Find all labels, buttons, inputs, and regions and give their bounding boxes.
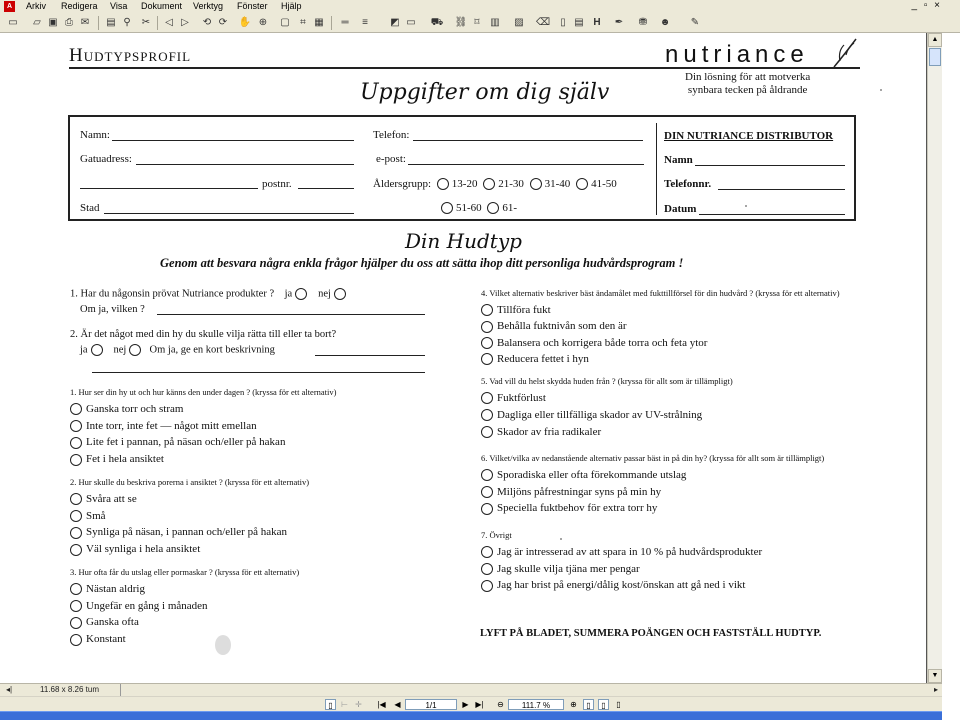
q1-option[interactable]	[70, 420, 337, 437]
q5-option-label: Skador av fria radikaler	[497, 425, 602, 438]
scan-speck	[880, 89, 882, 91]
continuous-layout-icon[interactable]: ▯	[598, 699, 609, 710]
q3-option-label: Nästan aldrig	[86, 583, 145, 595]
continuous-icon[interactable]: ≡	[362, 17, 368, 28]
q5-option-label: Fuktförlust	[497, 392, 546, 404]
q4-option[interactable]	[481, 320, 840, 336]
intro-text: Genom att besvara några enkla frågor hjälper du oss att sätta ihop ditt personliga hudvårdsprogram !	[160, 256, 684, 270]
q2-radio[interactable]	[70, 493, 82, 505]
q3-option[interactable]	[70, 633, 299, 650]
rotate-icon[interactable]: ⟲	[202, 17, 212, 28]
email-label: e-post:	[376, 153, 406, 165]
scroll-left-icon[interactable]: ◂|	[6, 685, 13, 694]
q5-radio[interactable]	[481, 409, 493, 421]
menu-hjalp[interactable]: Hjälp	[281, 1, 302, 11]
navigation-bar	[0, 696, 942, 711]
scan-speck	[560, 538, 562, 540]
question-4	[481, 288, 840, 369]
question-5	[481, 376, 733, 443]
font-button[interactable]: H	[593, 17, 601, 28]
age-radio[interactable]	[576, 178, 588, 190]
column-select-icon[interactable]: ⌗	[300, 17, 306, 28]
q2-option-label: Väl synliga i hela ansiktet	[86, 543, 201, 556]
q4-title: 4. Vilket alternativ beskriver bäst ändamålet med fukttillförsel för din hudvård ? (kryssa för ett alternativ)	[481, 288, 840, 298]
no-radio[interactable]	[129, 344, 141, 356]
q7-option-label: Jag skulle vilja tjäna mer pengar	[497, 562, 640, 575]
yes-label: ja	[284, 288, 293, 300]
scroll-right-icon[interactable]: ▸	[933, 685, 938, 694]
hand-icon[interactable]: ✋	[238, 17, 252, 28]
q3-radio[interactable]	[70, 617, 82, 629]
age-radio[interactable]	[530, 178, 542, 190]
question-b-desc: Om ja, ge en kort beskrivning	[149, 344, 275, 356]
forward-icon[interactable]: ▷	[181, 17, 189, 28]
next-page-icon[interactable]: ▶	[462, 700, 469, 709]
rotate-right-icon[interactable]: ⟳	[218, 17, 228, 28]
page-number-field[interactable]: 1/1	[405, 699, 457, 710]
vertical-scrollbar[interactable]	[927, 33, 942, 683]
q3-option[interactable]	[70, 600, 299, 617]
footer-instruction: LYFT PÅ BLADET, SUMMERA POÄNGEN OCH FASTSTÄLL HUDTYP.	[480, 628, 822, 639]
toolbar	[0, 13, 960, 33]
no-label: nej	[318, 288, 331, 300]
page-title: Hudtypsprofil	[69, 45, 192, 66]
postal-label: postnr.	[262, 178, 292, 190]
q1-option-label: Inte torr, inte fet — något mitt emellan	[86, 419, 257, 432]
q1-radio[interactable]	[70, 420, 82, 432]
q6-title: 6. Vilket/vilka av nedanstående alternativ passar bäst in på din hy? (kryssa för allt som är tillämpligt)	[481, 453, 825, 463]
q5-radio[interactable]	[481, 392, 493, 404]
address-label: Gatuadress:	[80, 153, 132, 165]
yes-label: ja	[80, 344, 88, 356]
car-icon[interactable]: ⛟	[430, 17, 444, 28]
q4-option[interactable]	[481, 337, 840, 353]
email-icon[interactable]: ✉	[80, 17, 90, 28]
box-divider	[656, 123, 657, 215]
tools-icon[interactable]: ✂	[141, 17, 151, 28]
q1-option[interactable]	[70, 453, 337, 470]
q6-radio[interactable]	[481, 486, 493, 498]
q6-option-label: Sporadiska eller ofta förekommande utslag	[497, 469, 687, 481]
q2-radio[interactable]	[70, 510, 82, 522]
page-size-label: 11.68 x 8.26 tum	[40, 685, 99, 694]
q7-option-label: Jag har brist på energi/dålig kost/önskan att gå ned i vikt	[497, 579, 746, 592]
q6-option[interactable]	[481, 486, 824, 503]
q2-title: 2. Hur skulle du beskriva porerna i ansiktet ? (kryssa för ett alternativ)	[70, 477, 310, 487]
question-a-which: Om ja, vilken ?	[80, 304, 145, 315]
question-a-text: 1. Har du någonsin prövat Nutriance produkter ?	[70, 288, 275, 300]
age-option: 51-60	[456, 202, 482, 214]
q1-option[interactable]	[70, 403, 337, 420]
snapshot-icon[interactable]: ▦	[314, 17, 324, 28]
age-option: 31-40	[544, 178, 571, 190]
toolbar-separator	[98, 16, 99, 30]
name-label: Namn:	[80, 129, 110, 141]
q1-option-label: Lite fet i pannan, på näsan och/eller på hakan	[86, 436, 286, 449]
q2-option[interactable]	[70, 493, 309, 510]
q3-option[interactable]	[70, 616, 299, 633]
city-label: Stad	[80, 202, 100, 214]
q6-option-label: Miljöns påfrestningar syns på min hy	[497, 485, 662, 498]
q7-title: 7. Övrigt	[481, 530, 512, 540]
first-page-icon[interactable]: |◀	[377, 700, 386, 709]
question-b-text: 2. Är det något med din hy du skulle vilja rätta till eller ta bort?	[70, 329, 337, 340]
scroll-down-icon[interactable]: ▼	[928, 669, 942, 683]
q7-option[interactable]	[481, 546, 762, 563]
scroll-up-icon[interactable]: ▲	[928, 33, 942, 47]
q5-radio[interactable]	[481, 426, 493, 438]
q2-radio[interactable]	[70, 527, 82, 539]
select-icon[interactable]: ▢	[280, 17, 290, 28]
previous-page-icon[interactable]: ◀	[394, 700, 401, 709]
picture-icon[interactable]: ▨	[514, 17, 524, 28]
distributor-heading: DIN NUTRIANCE DISTRIBUTOR	[664, 130, 834, 142]
question-6	[481, 453, 824, 519]
distributor-phone-label: Telefonnr.	[664, 178, 712, 190]
q5-option-label: Dagliga eller tillfälliga skador av UV-strålning	[497, 408, 703, 421]
q6-option[interactable]	[481, 502, 824, 519]
back-icon[interactable]: ◁	[165, 17, 173, 28]
tagline	[685, 71, 810, 97]
q1-radio[interactable]	[70, 454, 82, 466]
question-1	[70, 387, 337, 470]
q7-option[interactable]	[481, 563, 762, 580]
q3-radio[interactable]	[70, 600, 82, 612]
scan-smudge	[215, 635, 231, 655]
fit-page-icon[interactable]: ✛	[355, 700, 362, 709]
q5-title: 5. Vad vill du helst skydda huden från ? (kryssa för allt som är tillämpligt)	[481, 376, 733, 386]
q4-option-label: Behålla fuktnivån som den är	[497, 320, 627, 333]
age-option: 61-	[502, 202, 518, 214]
question-b-answers	[80, 344, 275, 356]
q2-radio[interactable]	[70, 544, 82, 556]
leaf-logo-icon	[830, 37, 860, 69]
menu-redigera[interactable]: Redigera	[61, 1, 98, 11]
question-2	[70, 477, 309, 560]
no-label: nej	[113, 344, 127, 356]
highlight-icon[interactable]: ✎	[690, 17, 700, 28]
link-icon[interactable]: ⛓	[454, 17, 468, 28]
q2-option-label: Svåra att se	[86, 493, 137, 505]
age-radio[interactable]	[437, 178, 449, 190]
single-page-view-icon[interactable]: ▯	[325, 699, 336, 710]
save-icon[interactable]: ▣	[48, 17, 58, 28]
q7-option[interactable]	[481, 579, 762, 596]
q7-radio[interactable]	[481, 563, 493, 575]
pages-panel-icon[interactable]: ▤	[106, 17, 116, 28]
agegroup-row	[373, 178, 617, 190]
q5-option[interactable]	[481, 392, 733, 409]
q7-radio[interactable]	[481, 580, 493, 592]
age-option: 13-20	[451, 178, 478, 190]
q6-option[interactable]	[481, 469, 824, 486]
q2-option[interactable]	[70, 543, 309, 560]
window-edge	[942, 33, 960, 720]
q3-title: 3. Hur ofta får du utslag eller pormaskar ? (kryssa för ett alternativ)	[70, 567, 300, 577]
single-page-layout-icon[interactable]: ▯	[583, 699, 594, 710]
menu-dokument[interactable]: Dokument	[141, 1, 183, 11]
q2-option-label: Synliga på näsan, i pannan och/eller på hakan	[86, 526, 287, 539]
menu-visa[interactable]: Visa	[110, 1, 128, 11]
toolbar-separator	[157, 16, 158, 30]
q1-option-label: Fet i hela ansiktet	[86, 453, 164, 466]
q4-option-label: Balansera och korrigera både torra och feta ytor	[497, 336, 708, 349]
comment-icon[interactable]: ◩	[390, 17, 400, 28]
eraser-icon[interactable]: ⌫	[536, 17, 551, 28]
q7-option-label: Jag är intresserad av att spara in 10 % på hudvårdsprodukter	[497, 546, 763, 558]
pen-icon[interactable]: ✒	[614, 17, 624, 28]
scan-speck	[745, 205, 747, 207]
q2-option-label: Små	[86, 509, 106, 522]
agegroup-label: Åldersgrupp:	[373, 178, 432, 190]
q4-option-label: Reducera fettet i hyn	[497, 352, 589, 365]
taskbar	[0, 711, 942, 720]
form-field-icon[interactable]: ▭	[406, 17, 416, 28]
q1-radio[interactable]	[70, 403, 82, 415]
q6-radio[interactable]	[481, 503, 493, 515]
q4-option[interactable]	[481, 304, 840, 320]
text-field-icon[interactable]: ▯	[560, 17, 566, 28]
agegroup-row-2	[438, 202, 517, 214]
crop-icon[interactable]: ⌑	[474, 17, 480, 28]
yes-radio[interactable]	[295, 288, 307, 300]
brand-logo: nutriance	[665, 41, 809, 68]
q3-option[interactable]	[70, 583, 299, 600]
user-icon[interactable]: ☻	[659, 17, 671, 28]
toolbar-separator	[331, 16, 332, 30]
document-area	[0, 33, 942, 683]
q6-radio[interactable]	[481, 469, 493, 481]
age-radio[interactable]	[441, 202, 453, 214]
no-radio[interactable]	[334, 288, 346, 300]
new-icon[interactable]: ▭	[8, 17, 18, 28]
single-page-icon[interactable]: ═	[341, 17, 349, 28]
menu-verktyg[interactable]: Verktyg	[193, 1, 224, 11]
menu-arkiv[interactable]: Arkiv	[26, 1, 46, 11]
section-title-skintype: Din Hudtyp	[405, 229, 522, 253]
menu-fonster[interactable]: Fönster	[237, 1, 268, 11]
facing-layout-icon[interactable]: ▯	[616, 700, 621, 709]
q3-option-label: Ungefär en gång i månaden	[86, 599, 208, 612]
yes-radio[interactable]	[91, 344, 103, 356]
q5-option[interactable]	[481, 426, 733, 443]
open-icon[interactable]: ▱	[33, 17, 41, 28]
section-title-personal: Uppgifter om dig själv	[360, 80, 610, 105]
horizontal-scrollbar[interactable]	[0, 683, 942, 696]
q3-radio[interactable]	[70, 583, 82, 595]
list-icon[interactable]: ▤	[574, 17, 584, 28]
q3-option-label: Ganska ofta	[86, 616, 139, 629]
search-icon[interactable]: ⚲	[123, 17, 131, 28]
q2-option[interactable]	[70, 526, 309, 543]
fit-width-icon[interactable]: ⊢	[341, 700, 348, 709]
tagline-line1: Din lösning för att motverka	[685, 71, 811, 83]
last-page-icon[interactable]: ▶|	[475, 700, 484, 709]
window-controls[interactable]: _ ▫ ×	[911, 0, 942, 11]
q1-title: 1. Hur ser din hy ut och hur känns den under dagen ? (kryssa för ett alternativ)	[70, 387, 337, 397]
q5-option[interactable]	[481, 409, 733, 426]
menubar	[0, 0, 960, 13]
age-radio[interactable]	[483, 178, 495, 190]
q1-option[interactable]	[70, 436, 337, 453]
q6-option-label: Speciella fuktbehov för extra torr hy	[497, 502, 658, 515]
age-radio[interactable]	[487, 202, 499, 214]
zoom-out-icon[interactable]: ⊖	[497, 700, 504, 709]
question-3	[70, 567, 299, 650]
q3-option-label: Konstant	[86, 633, 126, 646]
q4-option-label: Tillföra fukt	[497, 304, 551, 316]
pdf-page	[0, 33, 927, 683]
q1-radio[interactable]	[70, 437, 82, 449]
q4-radio[interactable]	[481, 304, 493, 316]
table-icon[interactable]: ▥	[490, 17, 500, 28]
scroll-thumb[interactable]	[929, 48, 941, 66]
question-a	[70, 288, 349, 300]
print-icon[interactable]: ⎙	[65, 17, 73, 28]
question-7	[481, 530, 762, 596]
zoom-icon[interactable]: ⊕	[258, 17, 268, 28]
q1-option-label: Ganska torr och stram	[86, 403, 184, 415]
q7-radio[interactable]	[481, 546, 493, 558]
zoom-field[interactable]: 111.7 %	[508, 699, 564, 710]
distributor-name-label: Namn	[664, 154, 693, 166]
q3-radio[interactable]	[70, 634, 82, 646]
distributor-date-label: Datum	[664, 203, 697, 215]
q4-radio[interactable]	[481, 353, 493, 365]
tagline-line2: synbara tecken på åldrande	[687, 84, 808, 96]
q4-option[interactable]	[481, 353, 840, 369]
q4-radio[interactable]	[481, 337, 493, 349]
q4-radio[interactable]	[481, 321, 493, 333]
acrobat-logo-icon[interactable]: A	[4, 1, 15, 12]
zoom-in-icon[interactable]: ⊕	[570, 700, 577, 709]
age-option: 21-30	[498, 178, 524, 190]
q2-option[interactable]	[70, 510, 309, 527]
stamp-icon[interactable]: ⛃	[638, 17, 648, 28]
age-option: 41-50	[591, 178, 617, 190]
phone-label: Telefon:	[373, 129, 410, 141]
